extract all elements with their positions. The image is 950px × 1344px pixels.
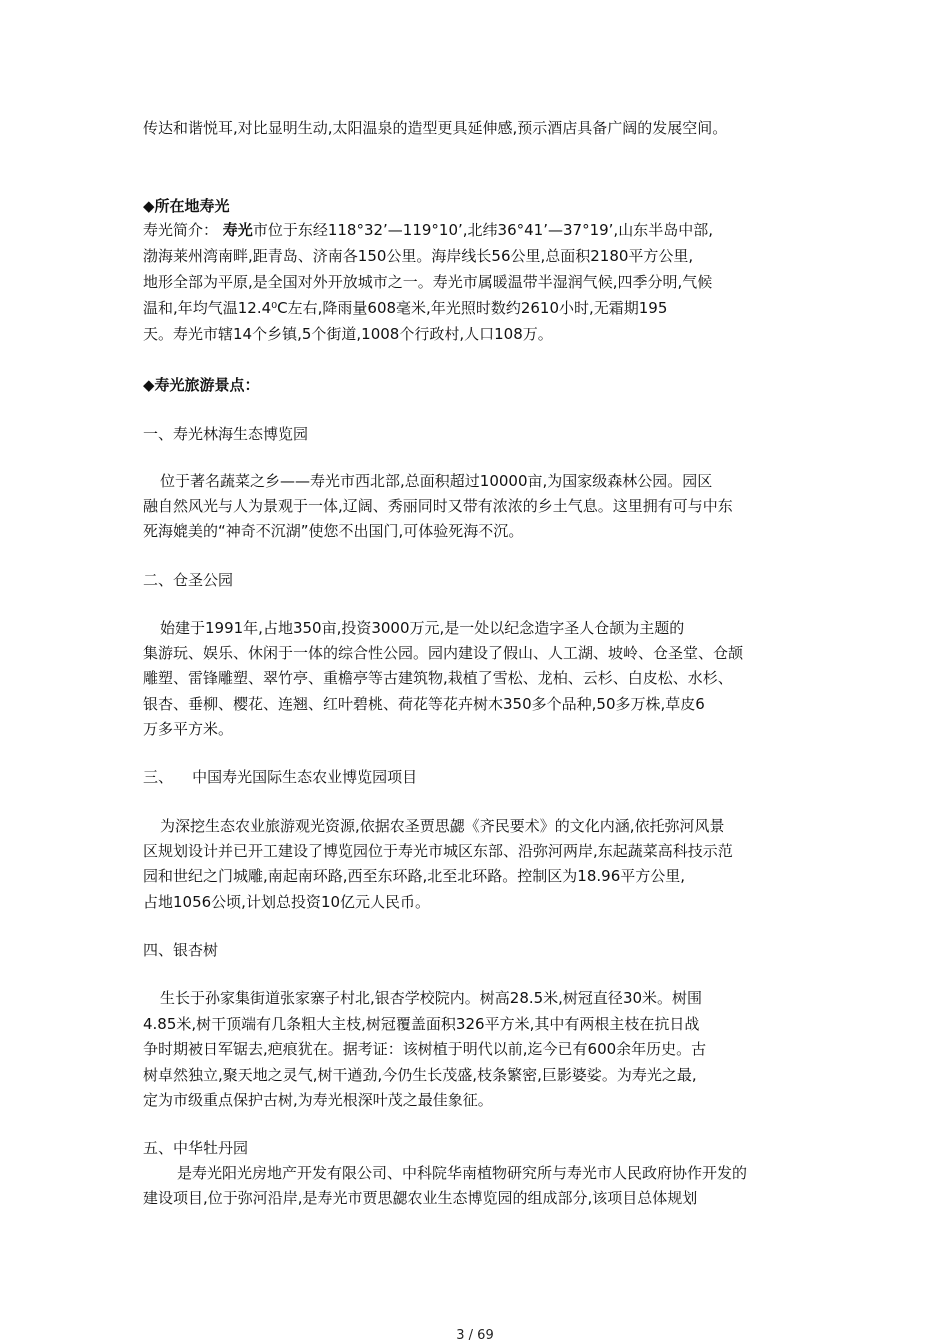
spot-line: 是寿光阳光房地产开发有限公司、中科院华南植物研究所与寿光市人民政府协作开发的 — [177, 1164, 748, 1182]
spot-line: 万多平方米。 — [143, 720, 234, 738]
location-bold-name: 寿光 — [222, 221, 253, 239]
spot-title: 一、寿光林海生态博览园 — [143, 425, 309, 443]
heading-tourism: ◆寿光旅游景点： — [143, 376, 260, 394]
location-line: 天。寿光市辖14个乡镇,5个街道,1008个行政村,人口108万。 — [143, 325, 553, 343]
spot-line: 银杏、垂柳、樱花、连翘、红叶碧桃、荷花等花卉树木350多个品种,50多万株,草皮6 — [143, 695, 705, 713]
spot-line: 生长于孙家集街道张家寨子村北,银杏学校院内。树高28.5米,树冠直径30米。树围 — [160, 989, 703, 1007]
spot-line: 区规划设计并已开工建设了博览园位于寿光市城区东部、沿弥河两岸,东起蔬菜高科技示范 — [143, 842, 733, 860]
spot-line: 为深挖生态农业旅游观光资源,依据农圣贾思勰《齐民要术》的文化内涵,依托弥河风景 — [160, 817, 725, 835]
spot-line: 占地1056公顷,计划总投资10亿元人民币。 — [143, 893, 431, 911]
spot-line: 定为市级重点保护古树,为寿光根深叶茂之最佳象征。 — [143, 1091, 493, 1109]
spot-line: 始建于1991年,占地350亩,投资3000万元,是一处以纪念造字圣人仓颉为主题的 — [160, 619, 685, 637]
spot-title: 五、中华牡丹园 — [143, 1139, 249, 1157]
spot-line: 雕塑、雷锋雕塑、翠竹亭、重檐亭等古建筑物,栽植了雪松、龙柏、云杉、白皮松、水杉、 — [143, 669, 733, 687]
location-line: 地形全部为平原,是全国对外开放城市之一。寿光市属暖温带半湿润气候,四季分明,气候 — [143, 273, 713, 291]
spot-line: 争时期被日军锯去,疤痕犹在。据考证：该树植于明代以前,迄今已有600余年历史。古 — [143, 1040, 707, 1058]
spot-line: 4.85米,树干顶端有几条粗大主枝,树冠覆盖面积326平方米,其中有两根主枝在抗日战 — [143, 1015, 700, 1033]
spot-line: 融自然风光与人为景观于一体,辽阔、秀丽同时又带有浓浓的乡土气息。这里拥有可与中东 — [143, 497, 733, 515]
spot-line: 园和世纪之门城雕,南起南环路,西至东环路,北至北环路。控制区为18.96平方公里, — [143, 867, 686, 885]
spot-line: 集游玩、娱乐、休闲于一体的综合性公园。园内建设了假山、人工湖、坡岭、仓圣堂、仓颉 — [143, 644, 744, 662]
spot-title: 四、银杏树 — [143, 941, 219, 959]
location-line: 寿光简介： 寿光市位于东经118°32’—119°10’,北纬36°41’—37°19’,山东半岛中部, — [143, 221, 713, 239]
location-label: 寿光简介： — [143, 221, 219, 239]
location-line: 渤海莱州湾南畔,距青岛、济南各150公里。海岸线长56公里,总面积2180平方公里, — [143, 247, 694, 265]
spot-line: 位于著名蔬菜之乡——寿光市西北部,总面积超过10000亩,为国家级森林公园。园区 — [160, 472, 713, 490]
heading-location: ◆所在地寿光 — [143, 197, 230, 215]
page-number: 3 / 69 — [456, 1328, 494, 1343]
spot-title: 三、 中国寿光国际生态农业博览园项目 — [143, 768, 418, 786]
spot-line: 死海媲美的“神奇不沉湖”使您不出国门,可体验死海不沉。 — [143, 522, 524, 540]
spot-line: 建设项目,位于弥河沿岸,是寿光市贾思勰农业生态博览园的组成部分,该项目总体规划 — [143, 1189, 698, 1207]
intro-line: 传达和谐悦耳,对比显明生动,太阳温泉的造型更具延伸感,预示酒店具备广阔的发展空间。 — [143, 119, 728, 137]
spot-title: 二、仓圣公园 — [143, 571, 234, 589]
spot-line: 树卓然独立,聚天地之灵气,树干遒劲,今仍生长茂盛,枝条繁密,巨影婆娑。为寿光之最, — [143, 1066, 697, 1084]
location-line: 温和,年均气温12.4⁰C左右,降雨量608毫米,年光照时数约2610小时,无霜期195 — [143, 299, 668, 317]
